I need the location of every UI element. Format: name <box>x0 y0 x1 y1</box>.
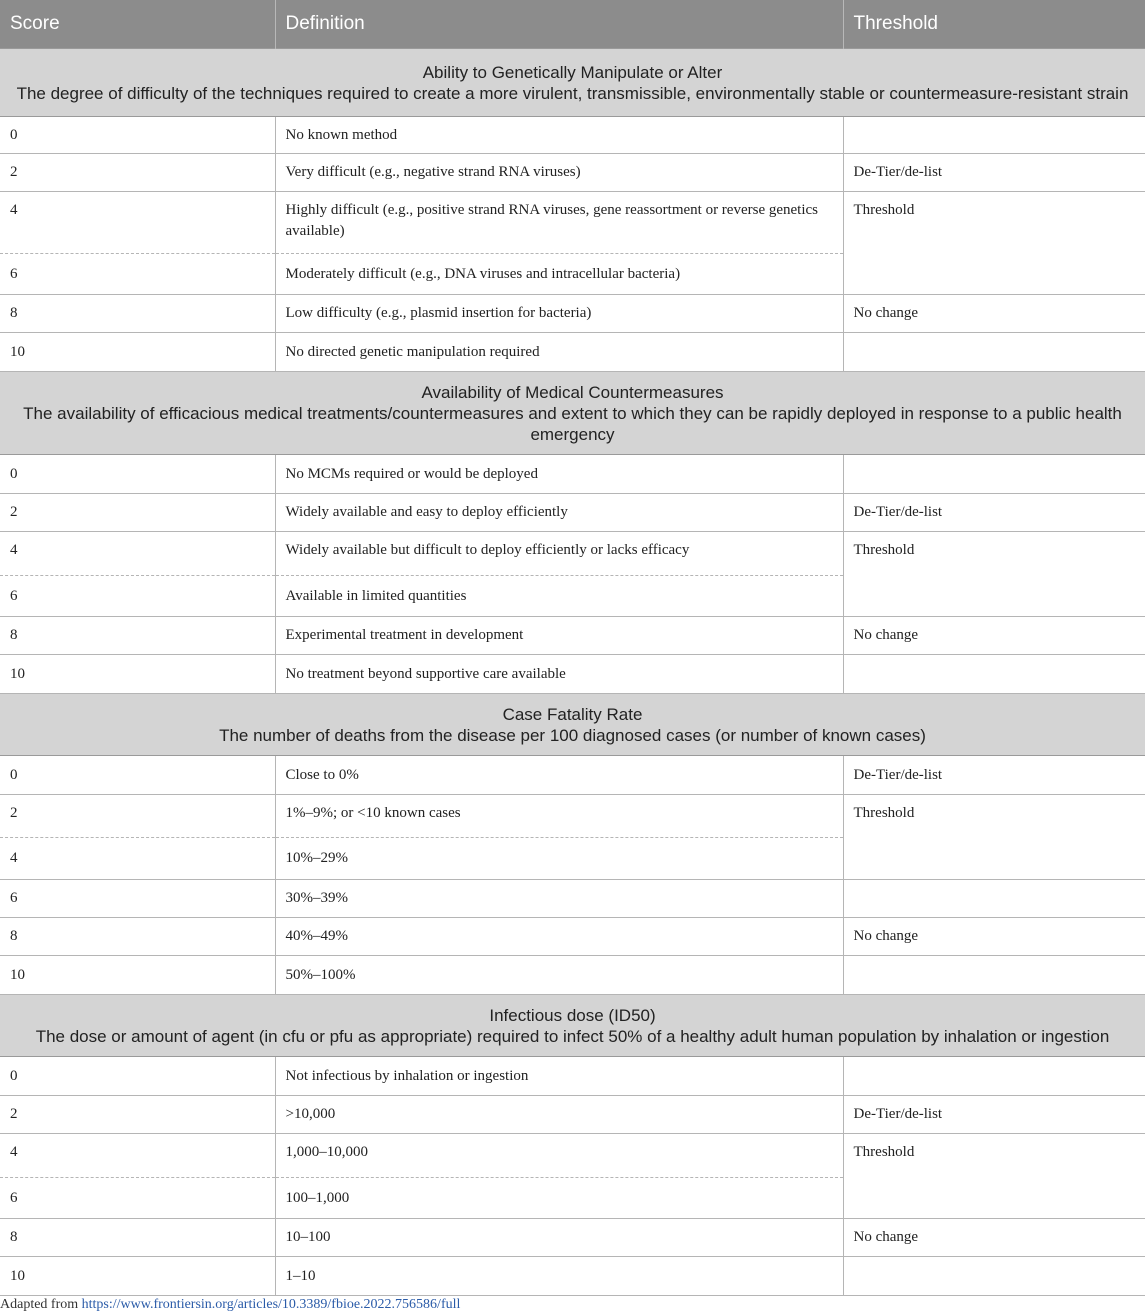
section-header <box>0 49 1145 117</box>
source-link[interactable]: https://www.frontiersin.org/articles/10.3389/fbioe.2022.756586/full <box>81 1297 461 1312</box>
definition-cell: Widely available and easy to deploy efficiently <box>275 494 843 532</box>
definition-cell: No directed genetic manipulation required <box>275 333 843 372</box>
score-cell: 2 <box>0 1096 275 1134</box>
section-header <box>0 372 1145 455</box>
score-cell: 10 <box>0 655 275 694</box>
threshold-cell <box>843 655 1145 694</box>
score-cell: 2 <box>0 154 275 192</box>
threshold-cell: De-Tier/de-list <box>843 154 1145 192</box>
table-row <box>0 192 1145 254</box>
footnote-prefix: Adapted from <box>0 1297 82 1312</box>
definition-cell: Available in limited quantities <box>275 576 843 617</box>
definition-cell: 40%–49% <box>275 918 843 956</box>
definition-cell: 10–100 <box>275 1219 843 1257</box>
table-row <box>0 880 1145 918</box>
score-cell: 10 <box>0 1257 275 1296</box>
table-row <box>0 756 1145 795</box>
threshold-cell: De-Tier/de-list <box>843 494 1145 532</box>
score-cell: 4 <box>0 838 275 880</box>
threshold-cell: De-Tier/de-list <box>843 1096 1145 1134</box>
definition-cell: 100–1,000 <box>275 1178 843 1219</box>
table-row <box>0 918 1145 956</box>
threshold-cell <box>843 455 1145 494</box>
score-cell: 8 <box>0 295 275 333</box>
source-footnote <box>0 1297 460 1313</box>
threshold-cell: No change <box>843 1219 1145 1257</box>
table-row <box>0 617 1145 655</box>
table-row <box>0 1257 1145 1296</box>
score-cell: 10 <box>0 956 275 995</box>
definition-cell: No MCMs required or would be deployed <box>275 455 843 494</box>
table-row <box>0 655 1145 694</box>
table-row <box>0 494 1145 532</box>
definition-cell: 10%–29% <box>275 838 843 880</box>
score-cell: 2 <box>0 795 275 838</box>
header-score: Score <box>0 0 275 49</box>
threshold-cell: De-Tier/de-list <box>843 756 1145 795</box>
section-header <box>0 995 1145 1057</box>
table-row <box>0 117 1145 154</box>
definition-cell: Experimental treatment in development <box>275 617 843 655</box>
section-description: The availability of efficacious medical treatments/countermeasures and extent to which they can be rapidly deployed in response to a public health emergency <box>23 403 1122 444</box>
table-header-row <box>0 0 1145 49</box>
section-title: Ability to Genetically Manipulate or Alter <box>422 62 723 82</box>
definition-cell: 1%–9%; or <10 known cases <box>275 795 843 838</box>
definition-cell: >10,000 <box>275 1096 843 1134</box>
table-row <box>0 795 1145 838</box>
definition-cell: No known method <box>275 117 843 154</box>
score-cell: 4 <box>0 1134 275 1178</box>
score-cell: 6 <box>0 254 275 295</box>
section-description: The number of deaths from the disease per 100 diagnosed cases (or number of known cases) <box>219 725 926 745</box>
table-row <box>0 1057 1145 1096</box>
section-description: The dose or amount of agent (in cfu or pfu as appropriate) required to infect 50% of a healthy adult human population by inhalation or ingestion <box>35 1026 1110 1046</box>
score-cell: 6 <box>0 576 275 617</box>
score-cell: 6 <box>0 1178 275 1219</box>
definition-cell: No treatment beyond supportive care available <box>275 655 843 694</box>
section-title: Availability of Medical Countermeasures <box>421 382 724 402</box>
table-row <box>0 1096 1145 1134</box>
score-cell: 8 <box>0 918 275 956</box>
threshold-cell <box>843 333 1145 372</box>
score-cell: 6 <box>0 880 275 918</box>
table-row <box>0 956 1145 995</box>
section-title: Infectious dose (ID50) <box>489 1005 656 1025</box>
threshold-cell: Threshold <box>843 1134 1145 1219</box>
score-cell: 2 <box>0 494 275 532</box>
table-row <box>0 333 1145 372</box>
table-row <box>0 295 1145 333</box>
definition-cell: 1,000–10,000 <box>275 1134 843 1178</box>
definition-cell: Very difficult (e.g., negative strand RNA viruses) <box>275 154 843 192</box>
threshold-cell: Threshold <box>843 192 1145 295</box>
threshold-cell <box>843 1257 1145 1296</box>
score-cell: 10 <box>0 333 275 372</box>
definition-cell: Moderately difficult (e.g., DNA viruses and intracellular bacteria) <box>275 254 843 295</box>
threshold-cell <box>843 956 1145 995</box>
header-definition: Definition <box>275 0 843 49</box>
threshold-cell: No change <box>843 918 1145 956</box>
score-cell: 4 <box>0 192 275 254</box>
table-row <box>0 1219 1145 1257</box>
score-cell: 0 <box>0 455 275 494</box>
table-row <box>0 532 1145 576</box>
definition-cell: Close to 0% <box>275 756 843 795</box>
threshold-cell: No change <box>843 295 1145 333</box>
definition-cell: 50%–100% <box>275 956 843 995</box>
threshold-cell: Threshold <box>843 532 1145 617</box>
threshold-cell <box>843 117 1145 154</box>
score-cell: 4 <box>0 532 275 576</box>
definition-cell: 1–10 <box>275 1257 843 1296</box>
table-row <box>0 154 1145 192</box>
score-cell: 8 <box>0 1219 275 1257</box>
section-description: The degree of difficulty of the techniques required to create a more virulent, transmissible, environmentally stable or countermeasure-resistant strain <box>16 83 1129 103</box>
score-cell: 8 <box>0 617 275 655</box>
threshold-cell: No change <box>843 617 1145 655</box>
threshold-cell <box>843 880 1145 918</box>
table-row <box>0 455 1145 494</box>
section-header <box>0 694 1145 756</box>
definition-cell: 30%–39% <box>275 880 843 918</box>
definition-cell: Low difficulty (e.g., plasmid insertion for bacteria) <box>275 295 843 333</box>
table-row <box>0 1134 1145 1178</box>
threshold-cell: Threshold <box>843 795 1145 880</box>
threshold-cell <box>843 1057 1145 1096</box>
score-cell: 0 <box>0 117 275 154</box>
definition-cell: Not infectious by inhalation or ingestion <box>275 1057 843 1096</box>
score-cell: 0 <box>0 756 275 795</box>
header-threshold: Threshold <box>843 0 1145 49</box>
section-title: Case Fatality Rate <box>502 704 643 724</box>
definition-cell: Highly difficult (e.g., positive strand RNA viruses, gene reassortment or reverse genetics available) <box>275 192 843 254</box>
score-cell: 0 <box>0 1057 275 1096</box>
definition-cell: Widely available but difficult to deploy efficiently or lacks efficacy <box>275 532 843 576</box>
